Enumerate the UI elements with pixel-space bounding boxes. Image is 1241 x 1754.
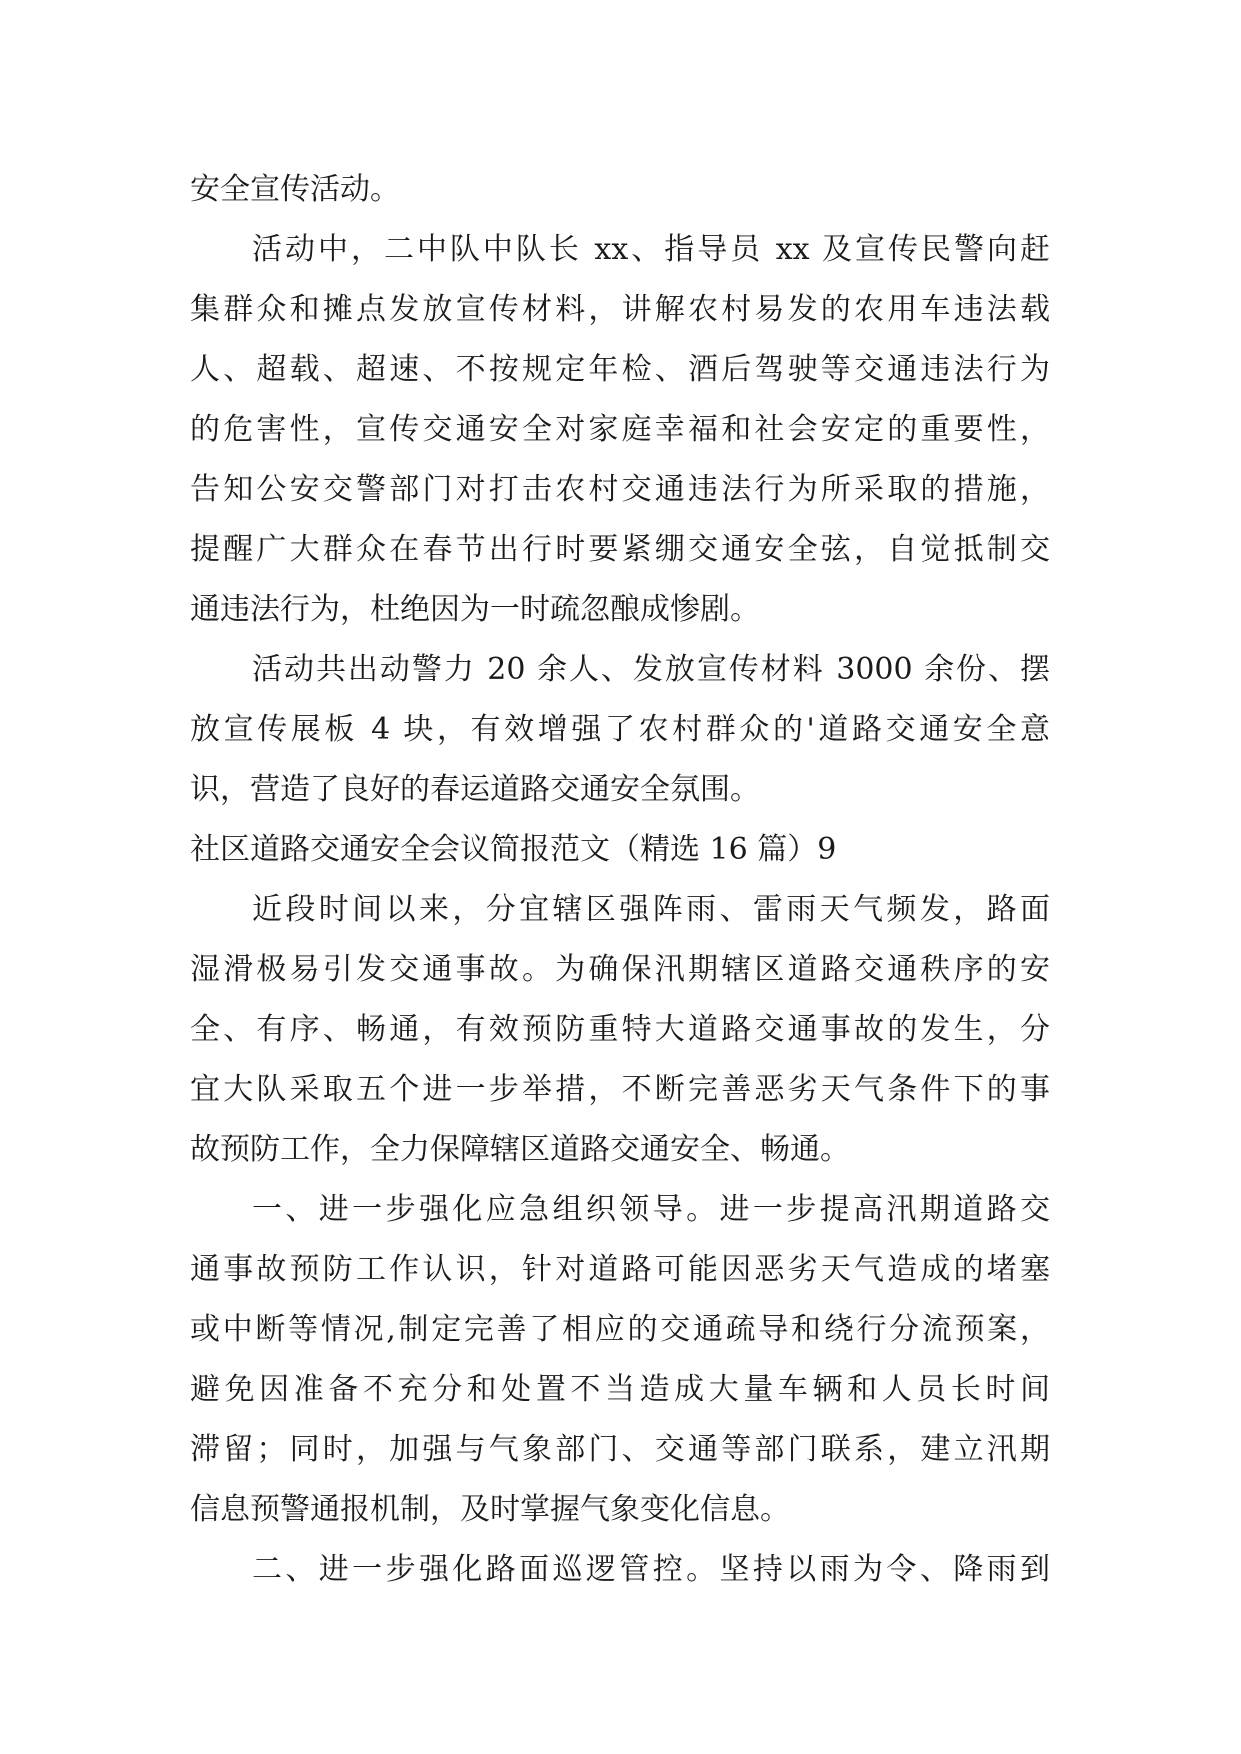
text-line: 湿滑极易引发交通事故。为确保汛期辖区道路交通秩序的安 xyxy=(190,952,1050,987)
paragraph xyxy=(190,1540,1050,1600)
paragraph xyxy=(190,880,1050,1180)
text-line: 一、进一步强化应急组织领导。进一步提高汛期道路交 xyxy=(252,1192,1050,1227)
text-line: 宜大队采取五个进一步举措，不断完善恶劣天气条件下的事 xyxy=(190,1072,1050,1107)
paragraph xyxy=(190,160,1050,220)
text-line: 通事故预防工作认识，针对道路可能因恶劣天气造成的堵塞 xyxy=(190,1252,1050,1287)
text-line: 通违法行为，杜绝因为一时疏忽酿成惨剧。 xyxy=(190,592,760,627)
text-line: 活动中，二中队中队长 xx、指导员 xx 及宣传民警向赶 xyxy=(252,232,1050,267)
document-page xyxy=(190,160,1050,1600)
text-line: 人、超载、超速、不按规定年检、酒后驾驶等交通违法行为 xyxy=(190,352,1050,387)
text-line: 识，营造了良好的春运道路交通安全氛围。 xyxy=(190,772,760,807)
text-line: 放宣传展板 4 块，有效增强了农村群众的'道路交通安全意 xyxy=(190,712,1050,747)
text-line: 或中断等情况,制定完善了相应的交通疏导和绕行分流预案， xyxy=(190,1312,1050,1347)
text-line: 活动共出动警力 20 余人、发放宣传材料 3000 余份、摆 xyxy=(252,652,1050,687)
text-line: 近段时间以来，分宜辖区强阵雨、雷雨天气频发，路面 xyxy=(252,892,1050,927)
text-line: 的危害性，宣传交通安全对家庭幸福和社会安定的重要性， xyxy=(190,412,1050,447)
text-line: 故预防工作，全力保障辖区道路交通安全、畅通。 xyxy=(190,1132,850,1167)
text-line: 集群众和摊点发放宣传材料，讲解农村易发的农用车违法载 xyxy=(190,292,1050,327)
text-line: 全、有序、畅通，有效预防重特大道路交通事故的发生，分 xyxy=(190,1012,1050,1047)
text-line: 滞留；同时，加强与气象部门、交通等部门联系，建立汛期 xyxy=(190,1432,1050,1467)
heading-text: 社区道路交通安全会议简报范文（精选 16 篇）9 xyxy=(190,832,837,867)
text-line: 二、进一步强化路面巡逻管控。坚持以雨为令、降雨到 xyxy=(252,1552,1050,1587)
text-line: 避免因准备不充分和处置不当造成大量车辆和人员长时间 xyxy=(190,1372,1050,1407)
paragraph xyxy=(190,640,1050,820)
text-line: 信息预警通报机制，及时掌握气象变化信息。 xyxy=(190,1492,790,1527)
text-line: 提醒广大群众在春节出行时要紧绷交通安全弦，自觉抵制交 xyxy=(190,532,1050,567)
section-heading xyxy=(190,820,1050,880)
paragraph xyxy=(190,1180,1050,1540)
paragraph xyxy=(190,220,1050,640)
text-line: 告知公安交警部门对打击农村交通违法行为所采取的措施， xyxy=(190,472,1050,507)
text-line: 安全宣传活动。 xyxy=(190,172,400,207)
